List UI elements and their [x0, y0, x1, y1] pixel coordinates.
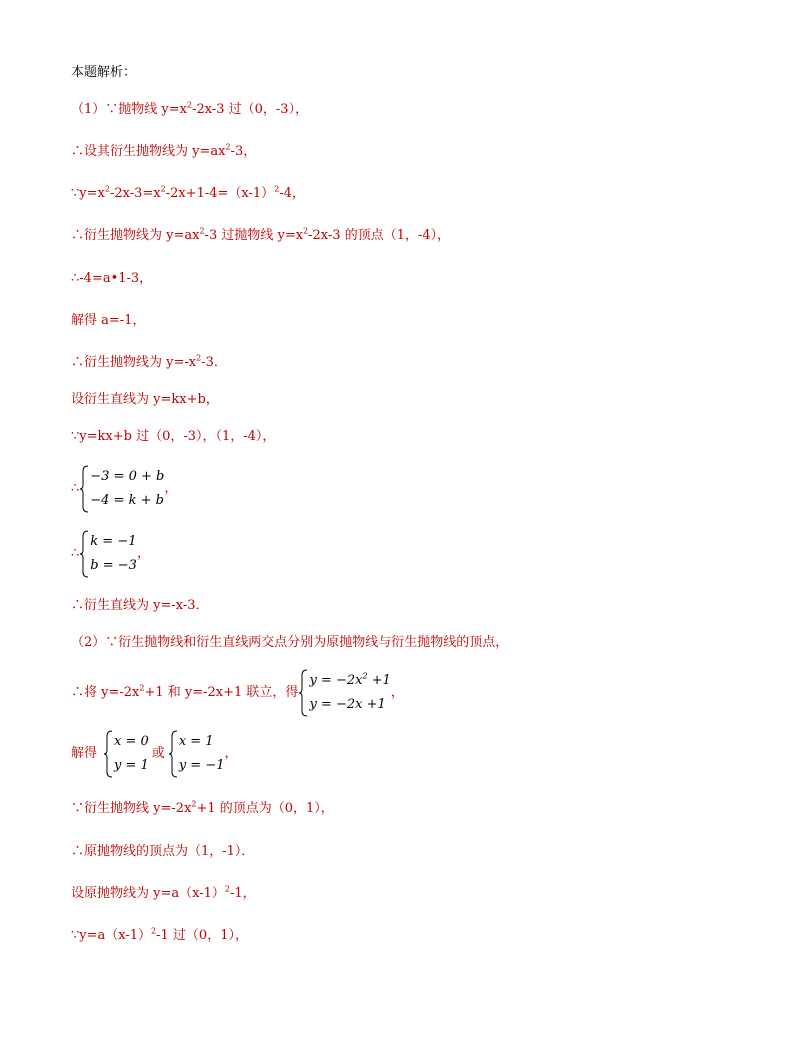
solution-line-7: ∴衍生抛物线为 $y=-x^2-3$．	[71, 353, 227, 370]
solution-line-9: ∵y=kx+b 过（0，-3），（1，-4），	[71, 429, 276, 444]
equation-system-1: ∴ −3 = 0 + b −4 = k + b ，	[71, 465, 177, 513]
solution-line-13: （2）∵衍生抛物线和衍生直线两交点分别为原抛物线与衍生抛物线的顶点，	[71, 635, 509, 650]
equation-system-3: ∴将 $y=-2x^2+1$ 和 y=-2x+1 联立，得 $y = -2x^2 +1$ y = −2x +1 ，	[71, 669, 404, 717]
equation-system-4: 解得 x = 0 y = 1 或 x = 1 y = −1 ，	[71, 730, 238, 778]
equation-system-2: ∴ k = −1 b = −3 ，	[71, 530, 150, 578]
solution-line-16: ∵衍生抛物线 $y=-2x^2+1$ 的顶点为（0，1），	[71, 799, 334, 816]
solution-line-12: ∴衍生直线为 y=-x-3．	[71, 598, 209, 613]
solution-line-17: ∴原抛物线的顶点为（1，-1）．	[71, 844, 255, 859]
brace-icon	[79, 530, 89, 578]
solution-line-8: 设衍生直线为 y=kx+b，	[71, 392, 219, 407]
solution-line-1: （1）∵抛物线 $y=x^2-2x-3$ 过（0，-3），	[71, 100, 309, 117]
solution-line-4: ∴衍生抛物线为 $y=ax^2-3$ 过抛物线 $y=x^2-2x-3$ 的顶点（1，-4），	[71, 226, 451, 243]
solution-line-3: $\because y=x^2-2x-3=x^2-2x+1-4=(x-1)^2-4$，	[71, 184, 305, 201]
solution-line-5: ∴-4=a•1-3，	[71, 271, 153, 286]
brace-icon	[79, 465, 89, 513]
brace-icon	[168, 730, 178, 778]
solution-line-19: $\because y=a(x-1)^2-1$ 过（0，1），	[71, 926, 248, 943]
brace-icon	[298, 669, 308, 717]
solution-line-18: 设原抛物线为 $y=a(x-1)^2-1$，	[71, 884, 256, 901]
solution-heading: 本题解析：	[71, 65, 137, 80]
solution-line-6: 解得 a=-1，	[71, 313, 146, 328]
solution-line-2: ∴设其衍生抛物线为 $y=ax^2-3$，	[71, 142, 257, 159]
brace-icon	[103, 730, 113, 778]
